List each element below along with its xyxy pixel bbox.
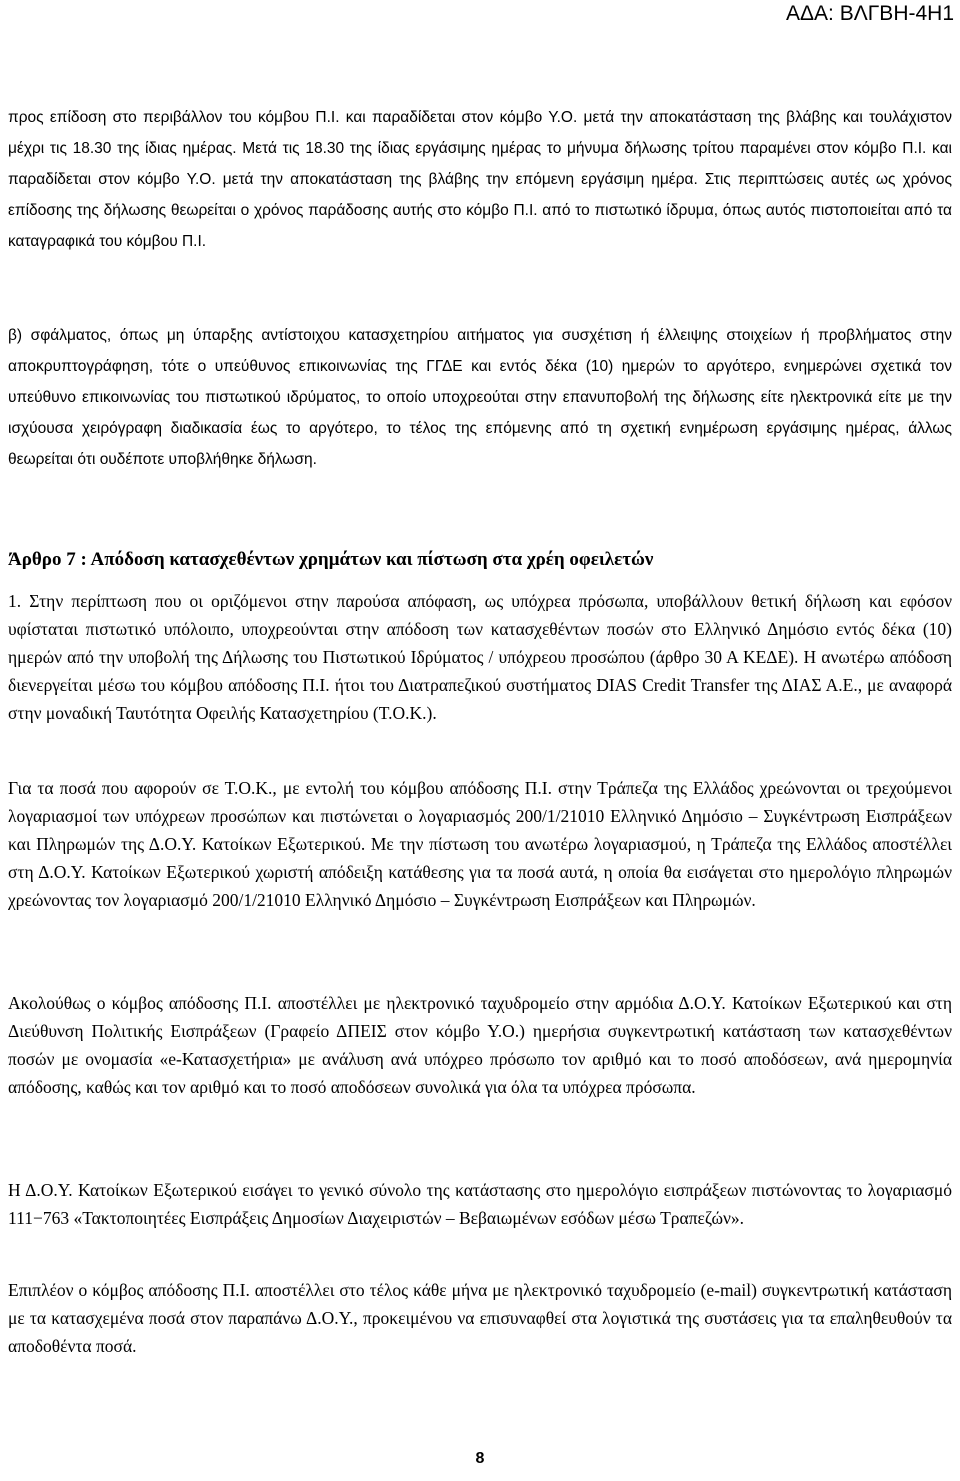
- paragraph-3: 1. Στην περίπτωση που οι οριζόμενοι στην παρούσα απόφαση, ως υπόχρεα πρόσωπα, υποβάλλουν θετική δήλωση και εφόσον υφίσταται πιστωτικό υπόλοιπο, υποχρεούνται στην απόδοση των κατασχεθέντων ποσών στο Ελληνικό Δημόσιο εντός δέκα (10) ημερών από την υποβολή της Δήλωσης του Πιστωτικού Ιδρύματος / υπόχρεου προσώπου (άρθρο 30 Α ΚΕΔΕ). Η ανωτέρω απόδοση διενεργείται μέσω του κόμβου απόδοσης Π.Ι. ήτοι του Διατραπεζικού συστήματος DIAS Credit Transfer της ΔΙΑΣ Α.Ε., με αναφορά στην μοναδική Ταυτότητα Οφειλής Κατασχετηρίου (Τ.Ο.Κ.).: [8, 591, 952, 723]
- article-heading: Άρθρο 7 : Απόδοση κατασχεθέντων χρημάτων και πίστωση στα χρέη οφειλετών: [8, 549, 654, 570]
- paragraph-6: Η Δ.Ο.Υ. Κατοίκων Εξωτερικού εισάγει το γενικό σύνολο της κατάστασης στο ημερολόγιο εισπράξεων πιστώνοντας το λογαριασμό 111−763 «Τακτοποιητέες Εισπράξεις Δημοσίων Διαχειριστών – Βεβαιωμένων εσόδων μέσω Τραπεζών».: [8, 1180, 952, 1228]
- paragraph-7: Επιπλέον ο κόμβος απόδοσης Π.Ι. αποστέλλει στο τέλος κάθε μήνα με ηλεκτρονικό ταχυδρομείο (e-mail) συγκεντρωτική κατάσταση με τα κατασχεμένα ποσά στον παραπάνω Δ.Ο.Υ., προκειμένου να επισυναφθεί στα λογιστικά της συστάσεις για τα επαληθευθούν τα αποδοθέντα ποσά.: [8, 1280, 952, 1356]
- paragraph-4: Για τα ποσά που αφορούν σε Τ.Ο.Κ., με εντολή του κόμβου απόδοσης Π.Ι. στην Τράπεζα της Ελλάδος χρεώνονται οι τρεχούμενοι λογαριασμοί των υπόχρεων προσώπων και πιστώνεται ο λογαριασμός 200/1/21010 Ελληνικό Δημόσιο – Συγκέντρωση Εισπράξεων και Πληρωμών της Δ.Ο.Υ. Κατοίκων Εξωτερικού. Με την πίστωση του ανωτέρω λογαριασμού, η Τράπεζα της Ελλάδος αποστέλλει στη Δ.Ο.Υ. Κατοίκων Εξωτερικού χωριστή απόδειξη κατάθεσης για τα ποσά αυτά, η οποία θα εισάγεται στο ημερολόγιο πληρωμών χρεώνοντας τον λογαριασμό 200/1/21010 Ελληνικό Δημόσιο – Συγκέντρωση Εισπράξεων και Πληρωμών.: [8, 778, 952, 910]
- page-number: 8: [475, 1450, 485, 1467]
- paragraph-5: Ακολούθως ο κόμβος απόδοσης Π.Ι. αποστέλλει με ηλεκτρονικό ταχυδρομείο στην αρμόδια Δ.Ο.Υ. Κατοίκων Εξωτερικού και στη Διεύθυνση Πολιτικής Εισπράξεων (Γραφείο ΔΠΕΙΣ στον κόμβο Υ.Ο.) ημερήσια συγκεντρωτική κατάσταση των κατασχεθέντων ποσών με ονομασία «e-Κατασχετήρια» με ανάλυση ανά υπόχρεο πρόσωπο τον αριθμό και το ποσό αποδόσεων, ανά ημερομηνία απόδοσης, καθώς και τον αριθμό και το ποσό αποδόσεων συνολικά για όλα τα υπόχρεα πρόσωπα.: [8, 993, 952, 1097]
- paragraph-2: β) σφάλματος, όπως μη ύπαρξης αντίστοιχου κατασχετηρίου αιτήματος για συσχέτιση ή έλλειψης στοιχείων ή προβλήματος στην αποκρυπτογράφηση, τότε ο υπεύθυνος επικοινωνίας της ΓΓΔΕ και εντός δέκα (10) ημερών το αργότερο, ενημερώνει σχετικά τον υπεύθυνο επικοινωνίας του πιστωτικού ιδρύματος, το οποίο υποχρεούται στην επανυποβολή της δήλωσης είτε ηλεκτρονικά είτε με την ισχύουσα χειρόγραφη διαδικασία έως το αργότερο, το τέλος της επόμενης από τη σχετική ενημέρωση εργάσιμης ημέρας, άλλως θεωρείται ότι ουδέποτε υποβλήθηκε δήλωση.: [8, 327, 952, 468]
- paragraph-1: προς επίδοση στο περιβάλλον του κόμβου Π.Ι. και παραδίδεται στον κόμβο Υ.Ο. μετά την αποκατάσταση της βλάβης και τουλάχιστον μέχρι τις 18.30 της ίδιας ημέρας. Μετά τις 18.30 της ίδιας εργάσιμης ημέρας το μήνυμα δήλωσης τρίτου παραμένει στον κόμβο Π.Ι. και παραδίδεται στον κόμβο Υ.Ο. μετά την αποκατάσταση της βλάβης την επόμενη εργάσιμη ημέρα. Στις περιπτώσεις αυτές ως χρόνος επίδοσης της δήλωσης θεωρείται ο χρόνος παράδοσης αυτής στο κόμβο Π.Ι. από το πιστωτικό ίδρυμα, όπως αυτός πιστοποιείται από τα καταγραφικά του κόμβου Π.Ι.: [8, 109, 952, 250]
- ada-header: ΑΔΑ: ΒΛΓΒΗ-4Η1: [786, 2, 954, 25]
